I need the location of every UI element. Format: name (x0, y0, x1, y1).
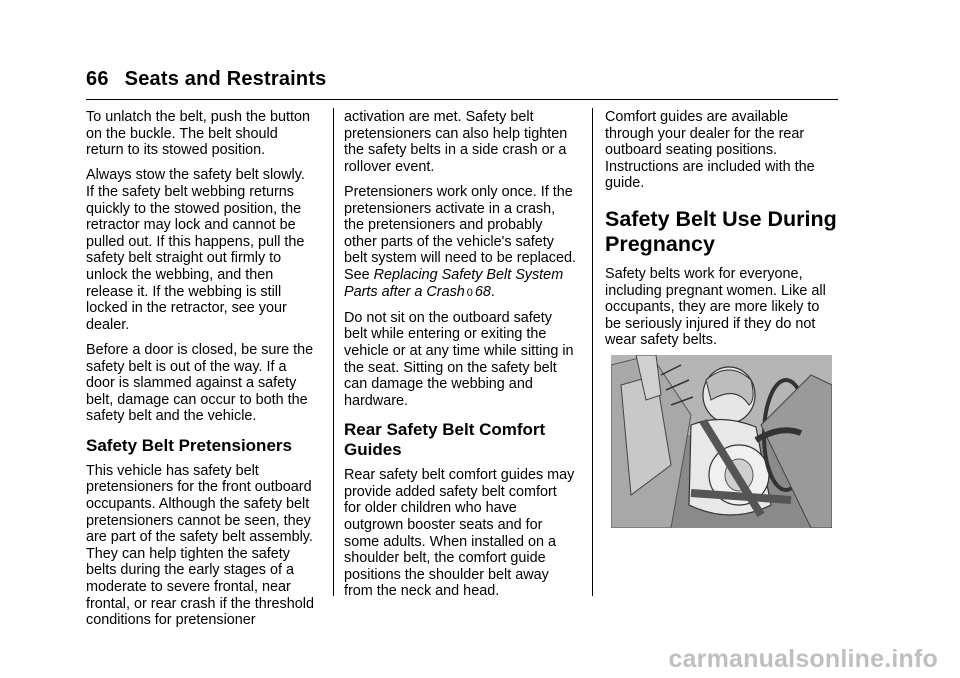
heading-pretensioners: Safety Belt Pretensioners (86, 435, 292, 455)
page-header (86, 68, 327, 91)
column-divider-2 (592, 108, 593, 596)
paragraph-pretensioners: This vehicle has safety belt pretensioners for the front outboard occupants. Although the safety belt pretensioners cannot be seen, they are part of the safety belt assembly. They can help tighten the safety belts during the early stages of a moderate to severe frontal, near frontal, or rear crash if the threshold conditions for pretensioner (86, 462, 314, 629)
section-title: Seats and Restraints (124, 68, 327, 90)
paragraph-door: Before a door is closed, be sure the safety belt is out of the way. If a door is slammed against a safety belt, damage can occur to both the safety belt and the vehicle. (86, 341, 314, 425)
column-3 (605, 109, 837, 358)
heading-comfort-guides: Rear Safety Belt Comfort Guides (344, 420, 546, 460)
paragraph-comfort-guides: Rear safety belt comfort guides may provide added safety belt comfort for older children who have outgrown booster seats and for some adults. When installed on a shoulder belt, the comfort guide positions the shoulder belt away from the neck and head. (344, 467, 575, 600)
column-1 (86, 109, 328, 637)
heading-pregnancy: Safety Belt Use During Pregnancy (605, 206, 837, 256)
paragraph-pregnancy: Safety belts work for everyone, including pregnant women. Like all occupants, they are more likely to be seriously injured if they do not wear safety belts. (605, 265, 826, 349)
page-number: 66 (86, 68, 109, 90)
paragraph-replace: Pretensioners work only once. If the pretensioners activate in a crash, the pretensioners and probably other parts of the vehicle's safety belt system will need to be replaced. See Replacing Safety Belt System Parts after a Crash 0 68. (344, 183, 576, 300)
paragraph-stow: Always stow the safety belt slowly. If the safety belt webbing returns quickly to the stowed position, the retractor may lock and cannot be pulled out. If this happens, pull the safety belt straight out firmly to unlock the webbing, and then release it. If the webbing is still locked in the retractor, see your dealer. (86, 167, 305, 333)
paragraph-activation: activation are met. Safety belt pretensioners can also help tighten the safety belts in a side crash or a rollover event. (344, 109, 568, 175)
paragraph-unlatch: To unlatch the belt, push the button on the buckle. The belt should return to its stowed position. (86, 109, 311, 159)
page-reference-icon: 0 (466, 286, 473, 299)
cross-reference-link[interactable]: Replacing Safety Belt System Parts after a Crash (344, 266, 564, 300)
column-divider-1 (333, 108, 334, 596)
cross-reference-page[interactable]: 68 (474, 283, 491, 300)
pregnancy-belt-illustration (611, 355, 832, 528)
paragraph-outboard: Do not sit on the outboard safety belt while entering or exiting the vehicle or at any time while sitting in the seat. Sitting on the safety belt can damage the webbing and hardware. (344, 309, 574, 409)
paragraph-availability: Comfort guides are available through your dealer for the rear outboard seating positions. Instructions are included with the guide. (605, 109, 815, 192)
header-divider (86, 99, 838, 100)
column-2 (344, 109, 584, 609)
watermark: carmanualsonline.info (668, 645, 938, 673)
